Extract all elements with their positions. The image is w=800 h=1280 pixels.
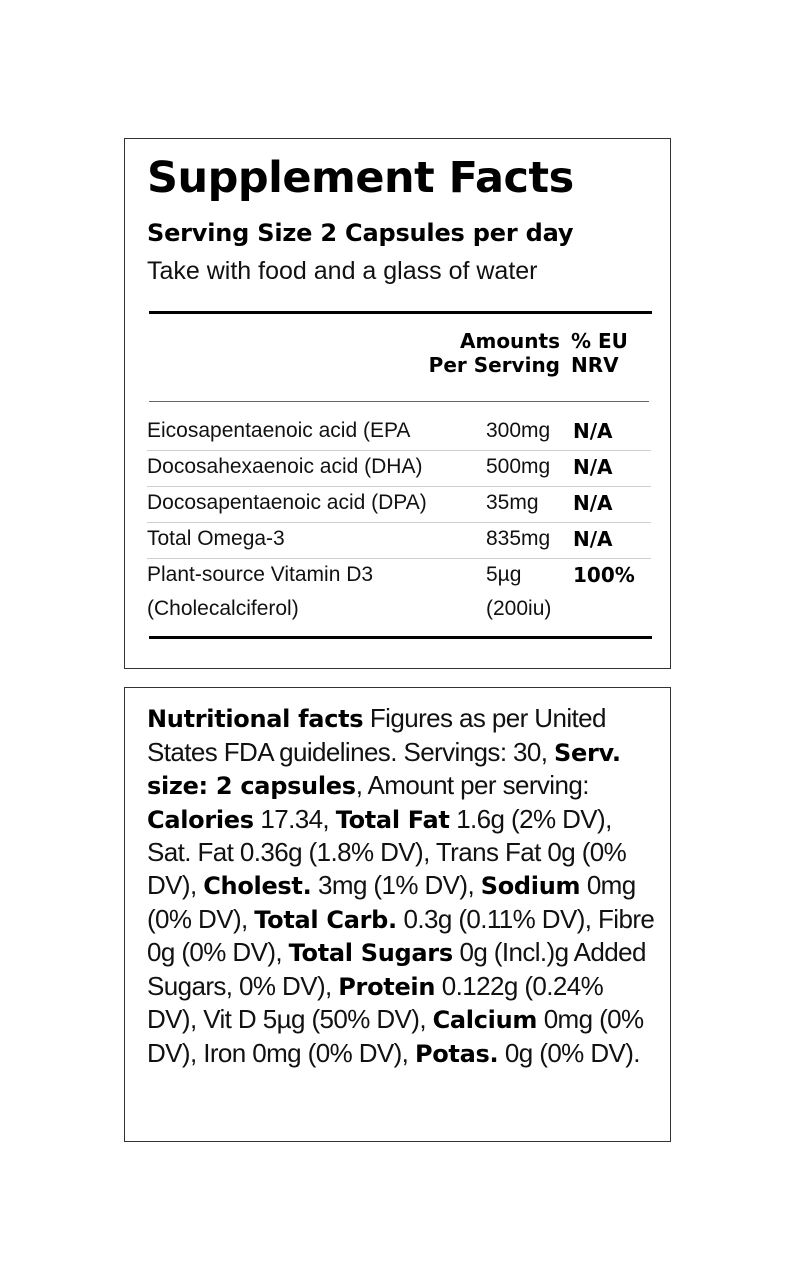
- nutrition-detail: 3mg (1% DV),: [311, 869, 481, 900]
- table-row: [147, 415, 651, 451]
- nutrient-nrv: N/A: [573, 419, 613, 443]
- serving-size: Serving Size 2 Capsules per day: [147, 219, 574, 247]
- nutrient-amount: 835mg: [486, 527, 551, 550]
- table-row: [147, 523, 651, 559]
- nutritional-facts-text: [147, 702, 659, 1071]
- supplement-facts-title: Supplement Facts: [147, 153, 574, 203]
- nutrient-name: Plant-source Vitamin D3: [147, 563, 374, 586]
- nutrition-detail: 1.6g (2% DV), Sat. Fat 0.36g (1.8% DV), Trans Fat 0g (0% DV),: [147, 803, 627, 900]
- nutrition-term: Potas.: [414, 1039, 499, 1068]
- nutrient-amount-detail: (200iu): [486, 597, 552, 620]
- supplement-facts-panel: [124, 138, 671, 669]
- supplement-facts-table: [147, 415, 651, 629]
- nutrition-term: Protein: [338, 972, 436, 1001]
- nrv-header-line1: % EU: [571, 329, 628, 353]
- nutrition-term: Calcium: [432, 1006, 538, 1035]
- nutrient-name: Eicosapentaenoic acid (EPA: [147, 419, 411, 442]
- nutrient-name-block: [147, 559, 374, 620]
- nutrition-term: Total Sugars: [288, 939, 453, 968]
- nutrient-amount: 500mg: [486, 455, 551, 478]
- nutrient-nrv: N/A: [573, 455, 613, 479]
- nutrient-name: Total Omega-3: [147, 527, 285, 550]
- nutrient-amount-block: [486, 559, 552, 620]
- header-divider: [149, 401, 649, 402]
- nutrition-term: Serv. size: 2 capsules: [147, 738, 621, 801]
- nutrition-term: Calories: [147, 805, 254, 834]
- nutrition-term: Total Fat: [335, 805, 450, 834]
- table-row: [147, 487, 651, 523]
- nutrition-detail: 0g (0% DV).: [498, 1037, 640, 1068]
- nutrition-term: Sodium: [480, 871, 581, 900]
- nutrient-nrv: N/A: [573, 527, 613, 551]
- nutrition-detail: 0.3g (0.11% DV), Fibre 0g (0% DV),: [147, 903, 655, 968]
- nutrition-detail: 0mg (0% DV),: [147, 869, 636, 934]
- nutrient-nrv: N/A: [573, 491, 613, 515]
- nutrient-amount: 300mg: [486, 419, 551, 442]
- top-divider: [149, 311, 652, 314]
- nutrition-detail: 0.122g (0.24% DV), Vit D 5µg (50% DV),: [147, 970, 604, 1035]
- nutrient-name: Docosapentaenoic acid (DPA): [147, 491, 427, 514]
- nutrition-detail: 17.34,: [253, 803, 336, 834]
- nrv-column-header: [571, 329, 628, 377]
- amount-column-header: [429, 329, 560, 377]
- nutrition-detail: Figures as per United States FDA guidelines. Servings: 30,: [147, 703, 606, 767]
- nutrition-term: Total Carb.: [254, 905, 397, 934]
- amount-header-line2: Per Serving: [428, 353, 560, 377]
- intake-instruction: Take with food and a glass of water: [147, 257, 538, 285]
- table-row: [147, 559, 651, 629]
- nutrient-amount: 35mg: [486, 491, 539, 514]
- bottom-divider: [149, 636, 652, 639]
- nutrient-amount: 5µg: [486, 563, 522, 586]
- nrv-header-line2: NRV: [571, 353, 619, 377]
- nutrient-name-detail: (Cholecalciferol): [147, 597, 299, 620]
- nutrient-nrv: 100%: [573, 563, 635, 587]
- table-row: [147, 451, 651, 487]
- amount-header-line1: Amounts: [460, 329, 560, 353]
- nutrition-detail: 0mg (0% DV), Iron 0mg (0% DV),: [147, 1004, 644, 1068]
- nutritional-facts-panel: [124, 687, 671, 1142]
- nutrition-detail: , Amount per serving:: [355, 770, 589, 801]
- nutrient-name: Docosahexaenoic acid (DHA): [147, 455, 423, 478]
- nutrition-detail: 0g (Incl.)g Added Sugars, 0% DV),: [147, 937, 646, 1001]
- nutrition-term: Cholest.: [203, 871, 312, 900]
- nutrition-term: Nutritional facts: [147, 705, 364, 733]
